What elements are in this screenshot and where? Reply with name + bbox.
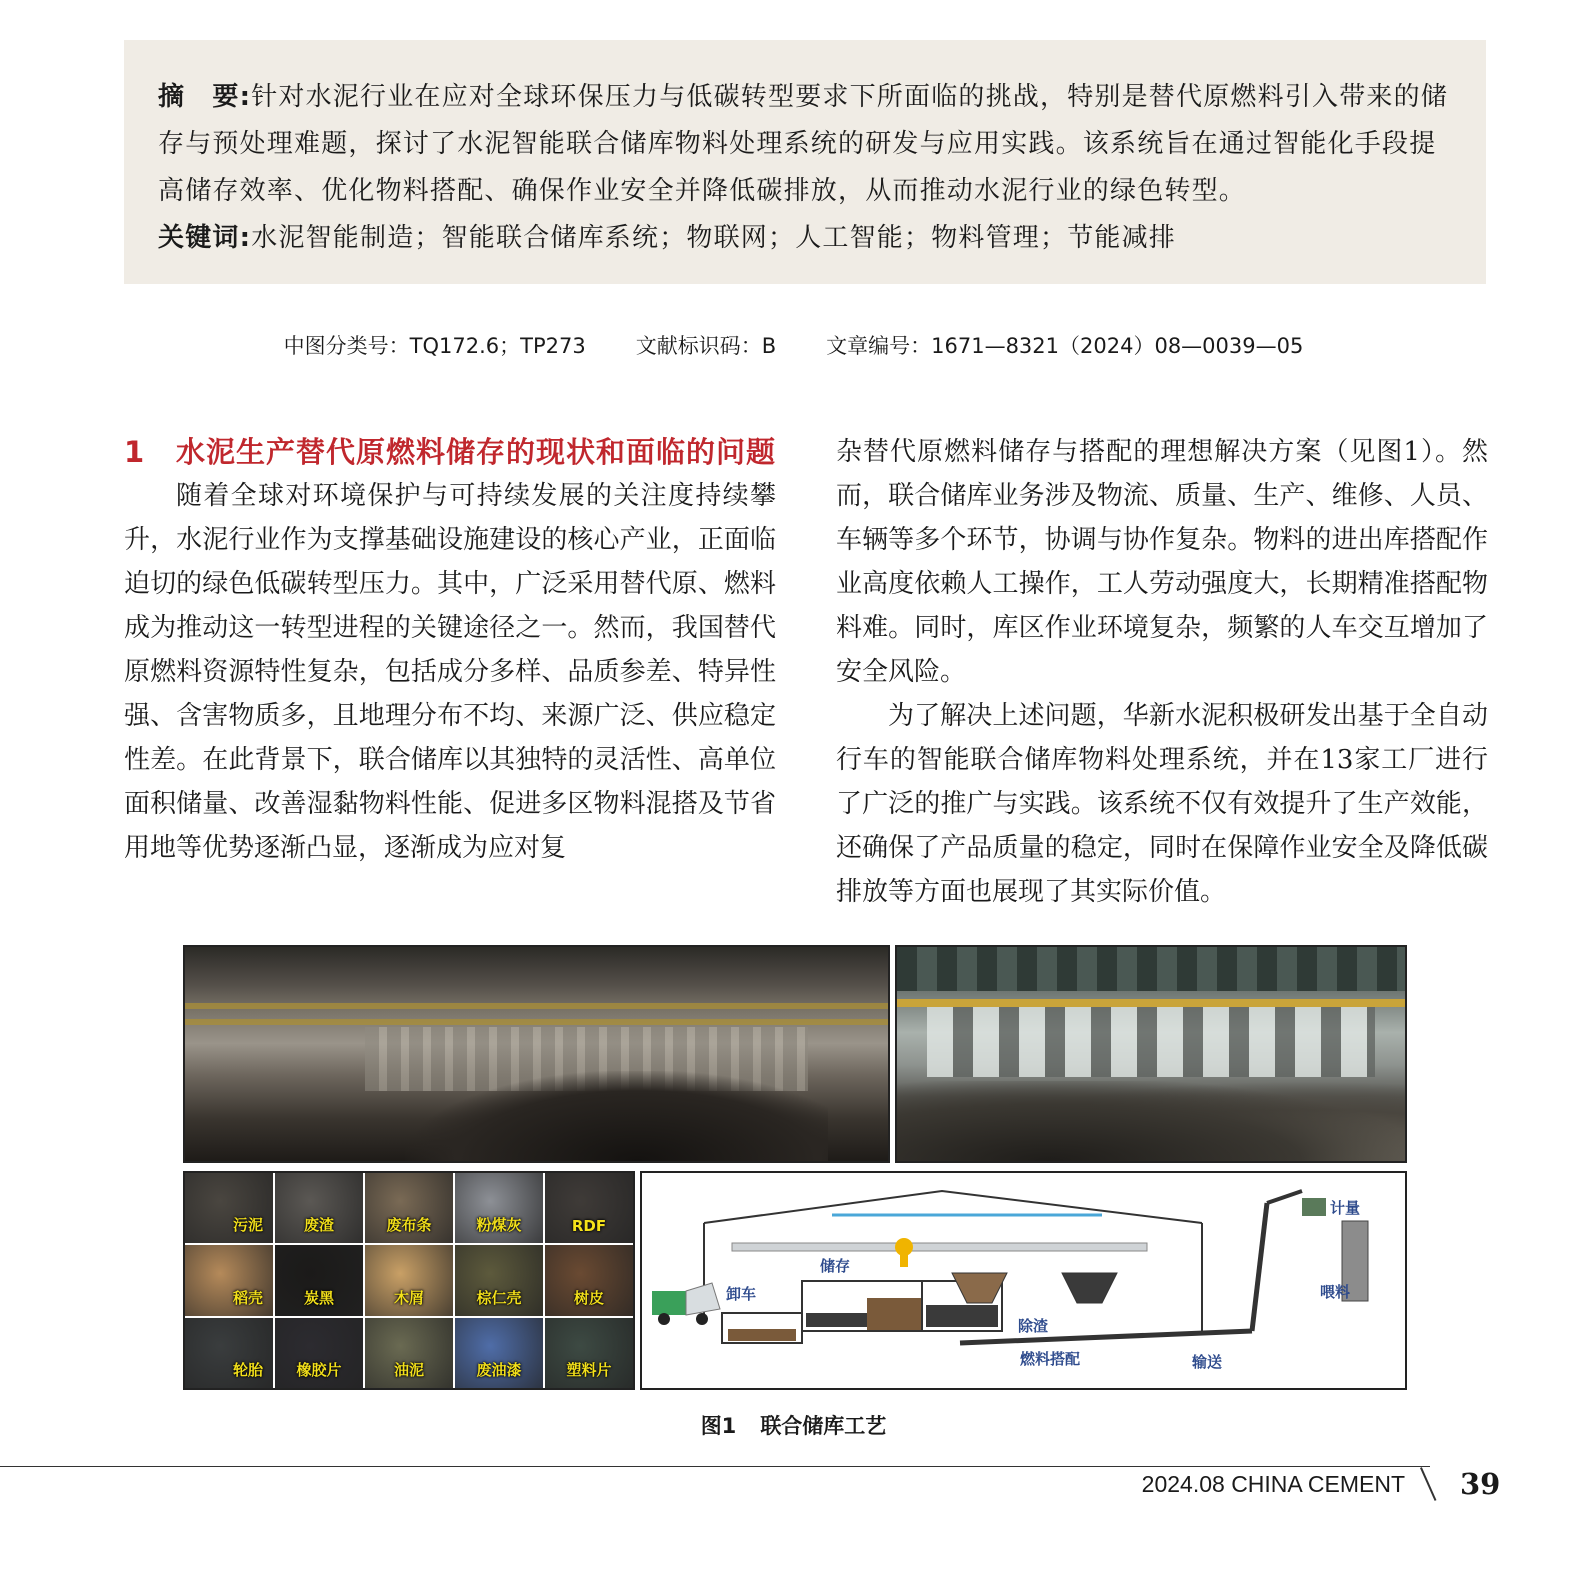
clc-code: 中图分类号：TQ172.6；TP273	[283, 334, 586, 358]
label-conveying: 输送	[1192, 1353, 1223, 1371]
material-label: 粉煤灰	[476, 1216, 522, 1235]
label-metering: 计量	[1330, 1199, 1361, 1217]
figure-caption-text: 联合储库工艺	[760, 1414, 887, 1438]
material-tile	[185, 1318, 273, 1388]
right-column	[836, 430, 1488, 914]
section-title	[124, 430, 776, 474]
body-paragraph-2: 为了解决上述问题，华新水泥积极研发出基于全自动行车的智能联合储库物料处理系统，并在13家工厂进行了广泛的推广与实践。该系统不仅有效提升了生产效能，还确保了产品质量的稳定，同时在保障作业安全及降低碳排放等方面也展现了其实际价值。	[836, 701, 1488, 907]
material-tile	[455, 1245, 543, 1315]
material-label: 稻壳	[232, 1288, 263, 1307]
material-tile	[455, 1318, 543, 1388]
section-number: 1	[124, 435, 146, 469]
keywords-paragraph	[158, 215, 1452, 262]
material-label: 棕仁壳	[476, 1288, 522, 1307]
material-tile	[275, 1173, 363, 1243]
label-feeding: 喂料	[1320, 1283, 1351, 1301]
keywords-text: 水泥智能制造；智能联合储库系统；物联网；人工智能；物料管理；节能减排	[251, 223, 1177, 253]
material-label: 油泥	[393, 1361, 424, 1379]
process-diagram	[640, 1171, 1407, 1390]
label-impurity: 除渣	[1018, 1317, 1049, 1335]
material-tile	[365, 1245, 453, 1315]
abstract-label: 摘 要:	[158, 82, 252, 112]
material-tile	[275, 1245, 363, 1315]
body-paragraph-1-continued: 杂替代原燃料储存与搭配的理想解决方案（见图1）。然而，联合储库业务涉及物流、质量、生产、维修、人员、车辆等多个环节，协调与协作复杂。物料的进出库搭配作业高度依赖人工操作，工人劳动强度大，长期精准搭配物料难。同时，库区作业环境复杂，频繁的人车交互增加了安全风险。	[836, 437, 1488, 687]
material-label: 炭黑	[303, 1288, 334, 1307]
doc-code: 文献标识码：B	[635, 334, 777, 358]
material-label: 轮胎	[232, 1361, 263, 1379]
label-storage: 储存	[820, 1257, 851, 1275]
warehouse-crane-photo	[895, 945, 1407, 1163]
abstract-box	[124, 40, 1486, 284]
section-title-text: 水泥生产替代原燃料储存的现状和面临的问题	[176, 435, 777, 469]
footer-rule	[0, 1466, 1430, 1467]
footer-journal: 2024.08 CHINA CEMENT	[1141, 1471, 1405, 1497]
material-tile	[455, 1173, 543, 1243]
material-tile	[275, 1318, 363, 1388]
material-tile	[545, 1173, 633, 1243]
material-label: 橡胶片	[296, 1361, 342, 1379]
keywords-label: 关键词:	[158, 223, 252, 253]
storage-hall-photo	[183, 945, 890, 1163]
figure-caption-number: 图1	[700, 1414, 737, 1438]
material-label: 树皮	[573, 1288, 604, 1307]
material-tile	[185, 1173, 273, 1243]
material-label: 木屑	[393, 1288, 424, 1307]
material-label: 废渣	[303, 1216, 334, 1235]
figure-caption	[0, 1410, 1587, 1440]
material-label: 废布条	[386, 1216, 432, 1235]
material-label: 塑料片	[566, 1361, 612, 1379]
body-paragraph-1: 随着全球对环境保护与可持续发展的关注度持续攀升，水泥行业作为支撑基础设施建设的核心产业，正面临迫切的绿色低碳转型压力。其中，广泛采用替代原、燃料成为推动这一转型进程的关键途径之一。然而，我国替代原燃料资源特性复杂，包括成分多样、品质参差、特异性强、含害物质多，且地理分布不均、来源广泛、供应稳定性差。在此背景下，联合储库以其独特的灵活性、高单位面积储量、改善湿黏物料性能、促进多区物料混搭及节省用地等优势逐渐凸显，逐渐成为应对复	[124, 481, 776, 863]
label-blending: 燃料搭配	[1020, 1350, 1081, 1368]
abstract-text: 针对水泥行业在应对全球环保压力与低碳转型要求下所面临的挑战，特别是替代原燃料引入带来的储存与预处理难题，探讨了水泥智能联合储库物料处理系统的研发与应用实践。该系统旨在通过智能化手段提高储存效率、优化物料搭配、确保作业安全并降低碳排放，从而推动水泥行业的绿色转型。	[158, 82, 1449, 206]
material-tile	[365, 1318, 453, 1388]
materials-grid	[183, 1171, 635, 1390]
material-label: 污泥	[232, 1216, 263, 1235]
abstract-paragraph	[158, 74, 1452, 215]
label-unload: 卸车	[726, 1285, 757, 1303]
material-tile	[545, 1318, 633, 1388]
figure-1	[183, 945, 1423, 1400]
page-number: 39	[1460, 1467, 1501, 1501]
left-column	[124, 430, 776, 870]
article-number: 文章编号：1671—8321（2024）08—0039—05	[826, 334, 1304, 358]
material-tile	[365, 1173, 453, 1243]
material-label: 废油漆	[476, 1361, 522, 1379]
material-tile	[185, 1245, 273, 1315]
footer-slash	[1420, 1467, 1436, 1501]
classification-line	[0, 330, 1587, 360]
material-tile	[545, 1245, 633, 1315]
material-label: RDF	[571, 1217, 607, 1236]
